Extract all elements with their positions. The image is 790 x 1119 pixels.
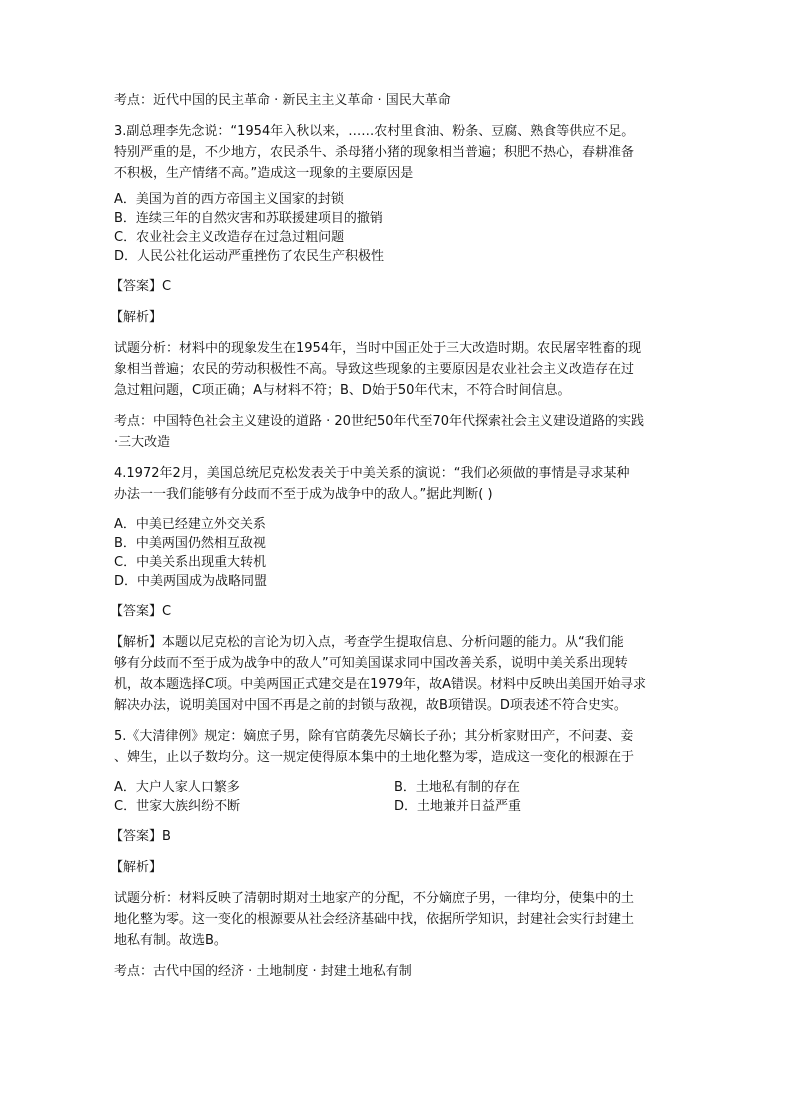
- document-content: [110, 90, 674, 982]
- question-stem-line: 不积极，生产情绪不高。”造成这一现象的主要原因是: [114, 166, 414, 181]
- question-stem-line: 办法一一我们能够有分歧而不至于成为战争中的敌人。”据此判断( ): [114, 487, 493, 502]
- question-3: [110, 121, 674, 453]
- options-row: [114, 778, 674, 797]
- option-d: D．人民公社化运动严重挫伤了农民生产积极性: [114, 249, 385, 264]
- question-stem-line: 特别严重的是，不少地方，农民杀牛、杀母猪小猪的现象相当普遍；积肥不热心，春耕准备: [114, 145, 635, 160]
- option-c: C．中美关系出现重大转机: [114, 555, 267, 570]
- analysis-line: 机，故本题选择C项。中美两国正式建交是在1979年，故A错误。材料中反映出美国开始寻求: [114, 677, 647, 692]
- analysis-line: 试题分析：材料中的现象发生在1954年，当时中国正处于三大改造时期。农民屠宰牲畜的现: [114, 341, 642, 356]
- analysis-line: 急过粗问题，C项正确；A与材料不符；B、D始于50年代末，不符合时间信息。: [114, 383, 571, 398]
- question-stem-line: 3.副总理李先念说：“1954年入秋以来，……农村里食油、粉条、豆腐、熟食等供应不足。: [114, 124, 635, 139]
- answer-label: 【答案】C: [110, 604, 172, 619]
- analysis-line: 地私有制。故选B。: [114, 933, 227, 948]
- option-b: B．中美两国仍然相互敌视: [114, 536, 266, 551]
- option-a: A．美国为首的西方帝国主义国家的封锁: [114, 192, 344, 207]
- question-stem-line: 4.1972年2月，美国总统尼克松发表关于中美关系的演说：“我们必须做的事情是寻求某种: [114, 466, 630, 481]
- analysis-label: 【解析】: [110, 310, 163, 325]
- question-5: [110, 726, 674, 982]
- answer-label: 【答案】B: [110, 829, 171, 844]
- kaodian-line: ·三大改造: [114, 435, 171, 450]
- question-stem-line: 5.《大清律例》规定：嫡庶子男，除有官荫袭先尽嫡长子孙；其分析家财田产，不问妻、妾: [114, 729, 634, 744]
- option-c: C．农业社会主义改造存在过急过粗问题: [114, 230, 345, 245]
- analysis-label: 【解析】: [110, 860, 163, 875]
- option-b: B．土地私有制的存在: [394, 780, 520, 795]
- option-d: D．土地兼并日益严重: [394, 799, 522, 814]
- analysis-line: 地化整为零。这一变化的根源要从社会经济基础中找，依据所学知识，封建社会实行封建土: [114, 912, 635, 927]
- options-row: [114, 797, 674, 816]
- option-a: A．大户人家人口繁多: [114, 780, 240, 795]
- analysis-line: 【解析】本题以尼克松的言论为切入点，考查学生提取信息、分析问题的能力。从“我们能: [110, 635, 624, 650]
- option-d: D．中美两国成为战略同盟: [114, 574, 268, 589]
- question-4: [110, 463, 674, 716]
- kaodian-line: 考点：古代中国的经济 · 土地制度 · 封建土地私有制: [114, 964, 412, 979]
- analysis-line: 试题分析：材料反映了清朝时期对土地家产的分配，不分嫡庶子男，一律均分，使集中的土: [114, 891, 635, 906]
- option-a: A．中美已经建立外交关系: [114, 517, 266, 532]
- option-c: C．世家大族纠纷不断: [114, 799, 241, 814]
- analysis-line: 象相当普遍；农民的劳动积极性不高。导致这些现象的主要原因是农业社会主义改造存在过: [114, 362, 635, 377]
- analysis-line: 解决办法，说明美国对中国不再是之前的封锁与敌视，故B项错误。D项表述不符合史实。: [114, 698, 627, 713]
- analysis-line: 够有分歧而不至于成为战争中的敌人”可知美国谋求同中国改善关系，说明中美关系出现转: [114, 656, 628, 671]
- option-b: B．连续三年的自然灾害和苏联援建项目的撤销: [114, 211, 383, 226]
- kaodian-line: 考点：中国特色社会主义建设的道路 · 20世纪50年代至70年代探索社会主义建设道路的实践: [114, 414, 645, 429]
- kaodian-line: 考点：近代中国的民主革命 · 新民主主义革命 · 国民大革命: [114, 93, 451, 108]
- question-stem-line: 、婢生，止以子数均分。这一规定使得原本集中的土地化整为零，造成这一变化的根源在于: [114, 750, 635, 765]
- answer-label: 【答案】C: [110, 279, 172, 294]
